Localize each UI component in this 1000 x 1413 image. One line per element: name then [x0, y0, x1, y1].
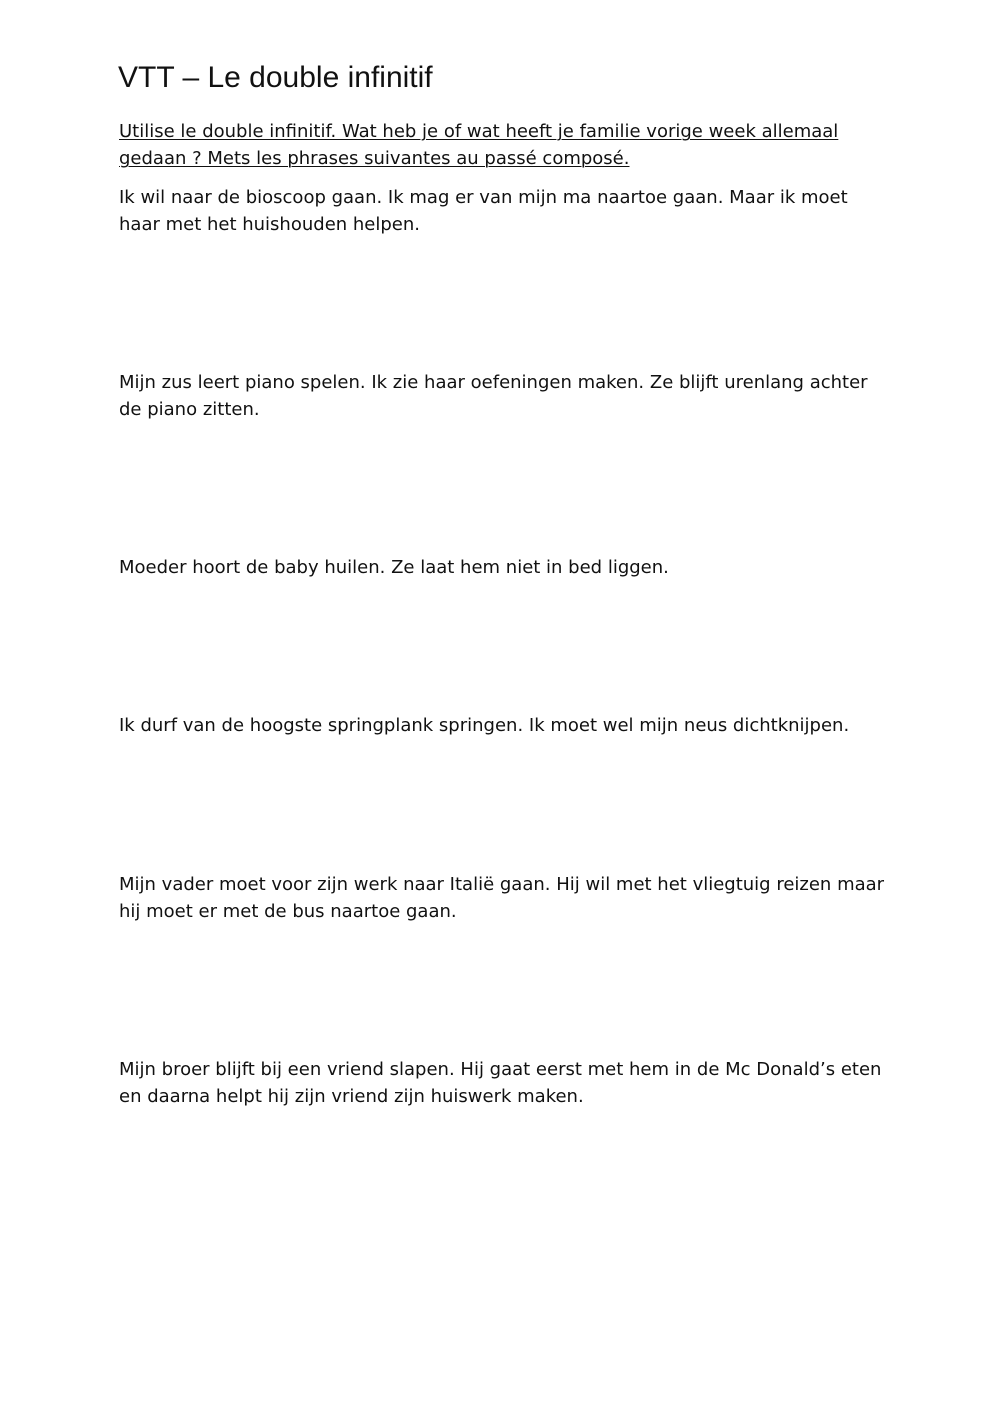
exercise-sentence-6: Mijn broer blijft bij een vriend slapen. Hij gaat eerst met hem in de Mc Donald’s eten en daarna helpt hij zijn vriend zijn huiswerk maken. [119, 1059, 882, 1107]
exercise-sentence-4: Ik durf van de hoogste springplank springen. Ik moet wel mijn neus dichtknijpen. [119, 715, 850, 736]
instruction-text: Utilise le double infinitif. Wat heb je of wat heeft je familie vorige week allemaal gedaan ? Mets les phrases suivantes au passé composé. [119, 121, 839, 169]
exercise-sentence-3: Moeder hoort de baby huilen. Ze laat hem niet in bed liggen. [119, 557, 669, 578]
exercise-sentence-5: Mijn vader moet voor zijn werk naar Italië gaan. Hij wil met het vliegtuig reizen maar hij moet er met de bus naartoe gaan. [119, 874, 885, 922]
exercise-sentence-1: Ik wil naar de bioscoop gaan. Ik mag er van mijn ma naartoe gaan. Maar ik moet haar met het huishouden helpen. [119, 187, 848, 235]
page-title: VTT – Le double infinitif [118, 61, 433, 94]
exercise-sentence-2: Mijn zus leert piano spelen. Ik zie haar oefeningen maken. Ze blijft urenlang achter de piano zitten. [119, 372, 868, 420]
